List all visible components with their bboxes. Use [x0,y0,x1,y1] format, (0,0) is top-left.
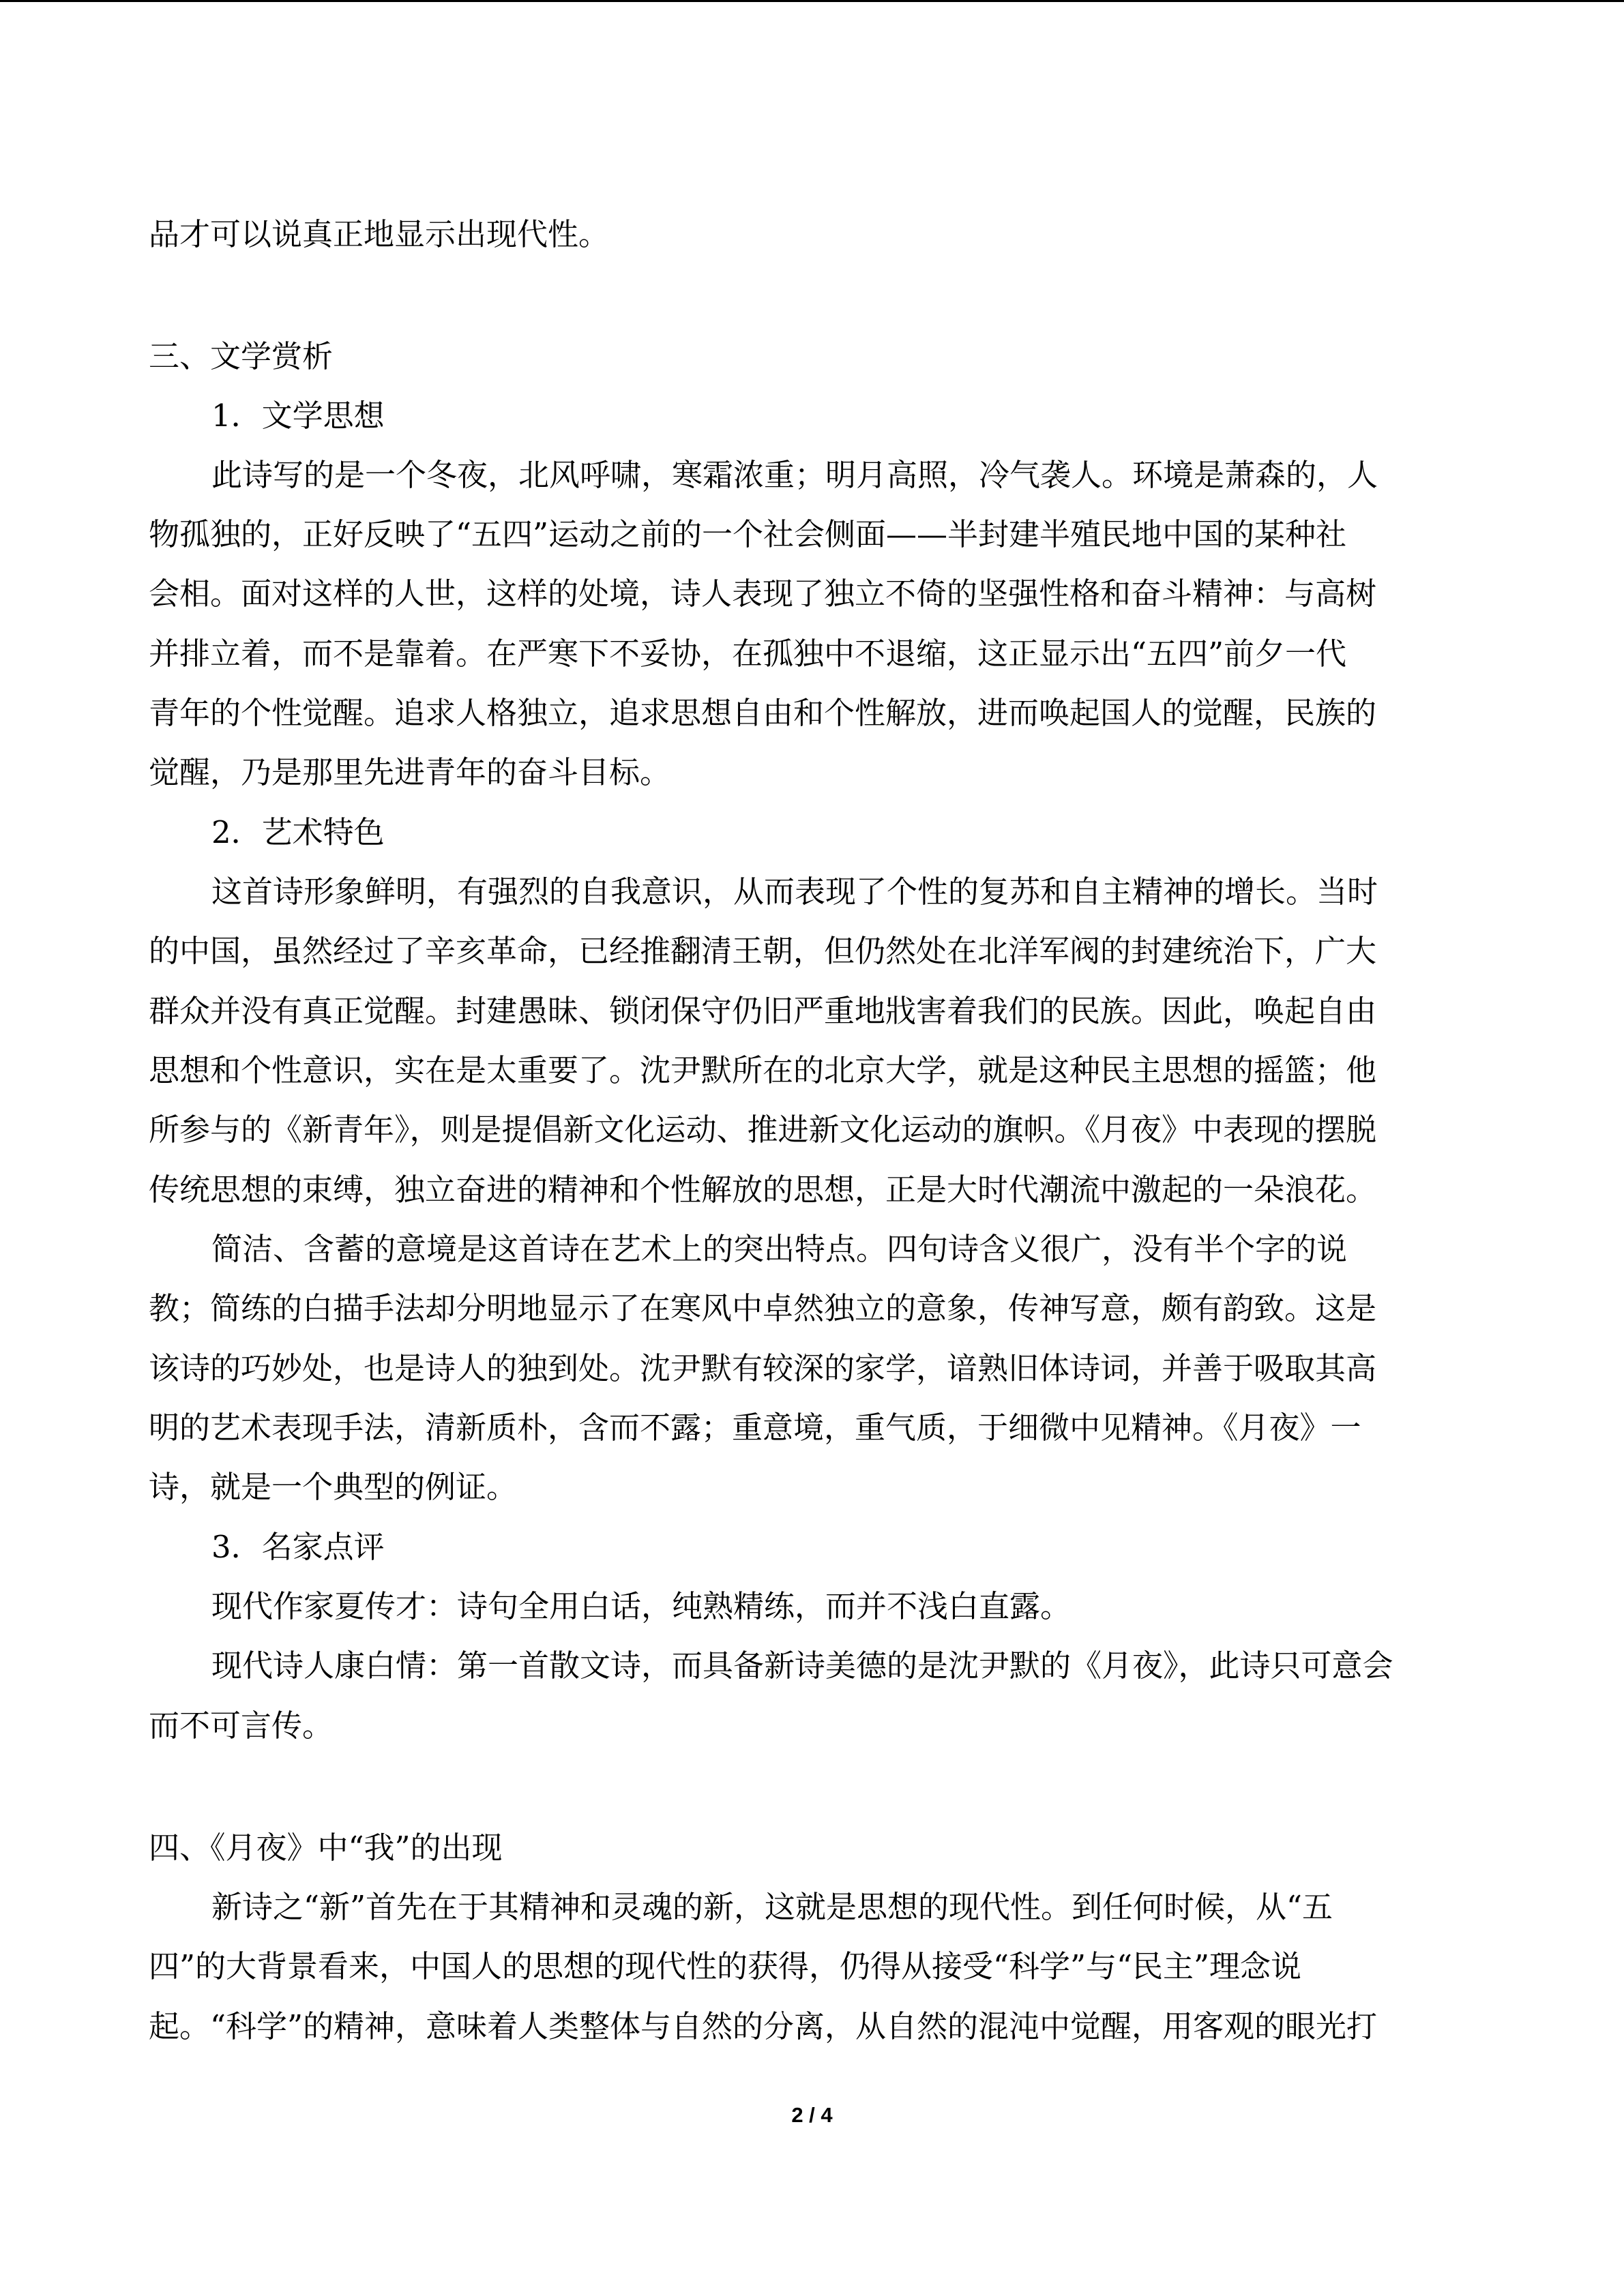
paragraph-line: 新诗之“新”首先在于其精神和灵魂的新，这就是思想的现代性。到任何时候，从“五 [211,1889,1333,1925]
paragraph-line: 所参与的《新青年》，则是提倡新文化运动、推进新文化运动的旗帜。《月夜》中表现的摆脱 [149,1112,1377,1148]
paragraph-line: 四”的大背景看来，中国人的思想的现代性的获得，仍得从接受“科学”与“民主”理念说 [149,1948,1302,1984]
top-border-line [0,0,1624,2]
paragraph-line: 该诗的巧妙处，也是诗人的独到处。沈尹默有较深的家学，谙熟旧体诗词，并善于吸取其高 [149,1350,1377,1386]
paragraph-line: 思想和个性意识，实在是太重要了。沈尹默所在的北京大学，就是这种民主思想的摇篮；他 [149,1052,1377,1088]
paragraph-line: 明的艺术表现手法，清新质朴，含而不露；重意境，重气质，于细微中见精神。《月夜》一 [149,1410,1361,1446]
paragraph-line: 传统思想的束缚，独立奋进的精神和个性解放的思想，正是大时代潮流中激起的一朵浪花。 [149,1172,1377,1208]
paragraph-line: 现代诗人康白情：第一首散文诗，而具备新诗美德的是沈尹默的《月夜》，此诗只可意会 [211,1648,1393,1684]
paragraph-line: 现代作家夏传才：诗句全用白话，纯熟精练，而并不浅白直露。 [211,1588,1072,1624]
paragraph-line: 这首诗形象鲜明，有强烈的自我意识，从而表现了个性的复苏和自主精神的增长。当时 [211,874,1378,910]
paragraph-line: 品才可以说真正地显示出现代性。 [149,216,610,252]
subsection-heading: 1．文学思想 [211,398,385,434]
subsection-heading: 2．艺术特色 [211,814,385,850]
paragraph-line: 起。“科学”的精神，意味着人类整体与自然的分离，从自然的混沌中觉醒，用客观的眼光打 [149,2008,1378,2044]
paragraph-line: 物孤独的，正好反映了“五四”运动之前的一个社会侧面——半封建半殖民地中国的某种社 [149,516,1347,552]
section-heading: 四、《月夜》中“我”的出现 [149,1830,503,1866]
paragraph-line: 此诗写的是一个冬夜，北风呼啸，寒霜浓重；明月高照，冷气袭人。环境是萧森的，人 [211,457,1378,493]
section-heading: 三、文学赏析 [149,338,334,374]
paragraph-line: 教；简练的白描手法却分明地显示了在寒风中卓然独立的意象，传神写意，颇有韵致。这是 [149,1290,1377,1326]
subsection-heading: 3．名家点评 [211,1529,385,1565]
paragraph-line: 群众并没有真正觉醒。封建愚昧、锁闭保守仍旧严重地戕害着我们的民族。因此，唤起自由 [149,993,1377,1029]
paragraph-line: 诗，就是一个典型的例证。 [149,1469,518,1505]
paragraph-line: 的中国，虽然经过了辛亥革命，已经推翻清王朝，但仍然处在北洋军阀的封建统治下，广大 [149,933,1377,969]
paragraph-line: 青年的个性觉醒。追求人格独立，追求思想自由和个性解放，进而唤起国人的觉醒，民族的 [149,695,1377,731]
paragraph-line: 觉醒，乃是那里先进青年的奋斗目标。 [149,754,671,790]
page-number: 2 / 4 [791,2103,833,2127]
paragraph-line: 并排立着，而不是靠着。在严寒下不妥协，在孤独中不退缩，这正显示出“五四”前夕一代 [149,636,1347,672]
paragraph-line: 简洁、含蓄的意境是这首诗在艺术上的突出特点。四句诗含义很广，没有半个字的说 [211,1231,1348,1267]
paragraph-line: 而不可言传。 [149,1708,334,1744]
paragraph-line: 会相。面对这样的人世，这样的处境，诗人表现了独立不倚的坚强性格和奋斗精神：与高树 [149,576,1377,612]
